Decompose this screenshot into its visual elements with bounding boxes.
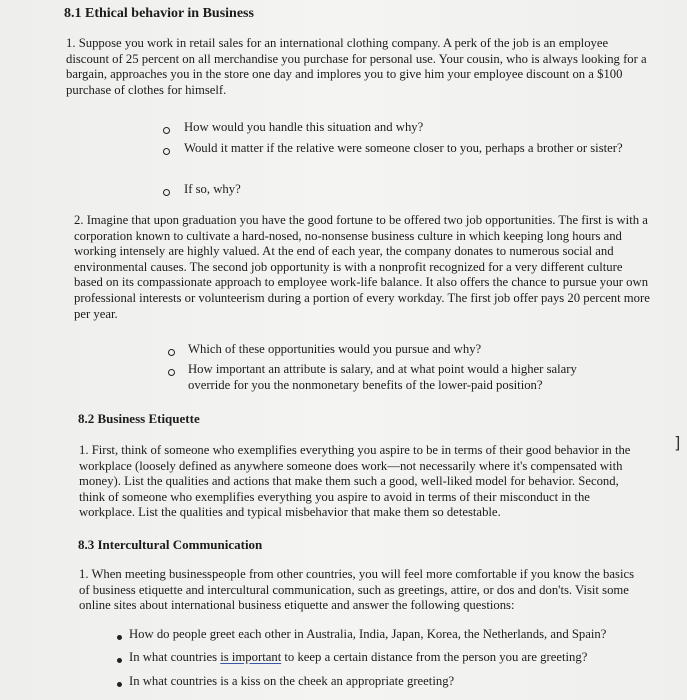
list-item: In what countries is a kiss on the cheek an appropriate greeting? <box>129 674 455 688</box>
underlined-phrase: is important <box>220 650 282 664</box>
section-title-8-1: 8.1 Ethical behavior in Business <box>64 6 254 21</box>
list-item-text-before: In what countries <box>129 650 221 664</box>
list-item: If so, why? <box>184 182 241 196</box>
question-8-1-2: 2. Imagine that upon graduation you have the good fortune to be offered two job opportunities. The first is with a corporation known to cultivate a hard-nosed, no-nonsense business culture in which keeping long hours and working intensely are highly valued. At the end of each year, the company donates to numerous social and environmental causes. The second job opportunity is with a nonprofit recognized for a very different culture based on its compassionate approach to employee work-life balance. It also offers the chance to pursue your own professional interests or volunteerism during a portion of every workday. The first job offer pays 20 percent more per year. <box>74 213 650 321</box>
question-8-2-1: 1. First, think of someone who exemplifies everything you aspire to be in terms of their good behavior in the workplace (loosely defined as anywhere someone does work—not necessarily where it's compensated with money). List the qualities and actions that make them such a good, well-liked model for behavior. Second, think of someone who exemplifies everything you aspire to avoid in terms of their misconduct in the workplace. List the qualities and typical misbehavior that make them so detestable. <box>79 443 631 520</box>
list-item: How would you handle this situation and why? <box>184 120 424 134</box>
question-8-1-1: 1. Suppose you work in retail sales for an international clothing company. A perk of the job is an employee discount of 25 percent on all merchandise you purchase for personal use. Your cousin, who is always looking for a bargain, approaches you in the store one day and implores you to give him your employee discount on a $100 purchase of clothes for himself. <box>66 36 647 97</box>
margin-bracket-mark: ] <box>673 433 683 452</box>
circle-bullet-icon <box>163 148 170 155</box>
list-item: Which of these opportunities would you pursue and why? <box>188 342 482 356</box>
question-8-3-1: 1. When meeting businesspeople from other countries, you will feel more comfortable if you know the basics of business etiquette and intercultural communication, such as greetings, attire, or dos and don'ts. Visit some online sites about international business etiquette and answer the following questions: <box>79 567 635 613</box>
list-item: How important an attribute is salary, and at what point would a higher salary override for you the nonmonetary benefits of the lower-paid position? <box>188 362 577 392</box>
list-item-text-after: to keep a certain distance from the person you are greeting? <box>281 650 588 664</box>
bullet-icon <box>117 635 122 640</box>
list-item <box>129 650 649 666</box>
bullet-icon <box>117 658 122 663</box>
circle-bullet-icon <box>163 127 170 134</box>
circle-bullet-icon <box>163 189 170 196</box>
list-item: How do people greet each other in Australia, India, Japan, Korea, the Netherlands, and Spain? <box>129 627 607 641</box>
bullet-icon <box>117 682 122 687</box>
section-title-8-2: 8.2 Business Etiquette <box>78 411 200 426</box>
circle-bullet-icon <box>168 369 175 376</box>
circle-bullet-icon <box>168 349 175 356</box>
list-item: Would it matter if the relative were someone closer to you, perhaps a brother or sister? <box>184 141 623 155</box>
section-title-8-3: 8.3 Intercultural Communication <box>78 537 263 552</box>
